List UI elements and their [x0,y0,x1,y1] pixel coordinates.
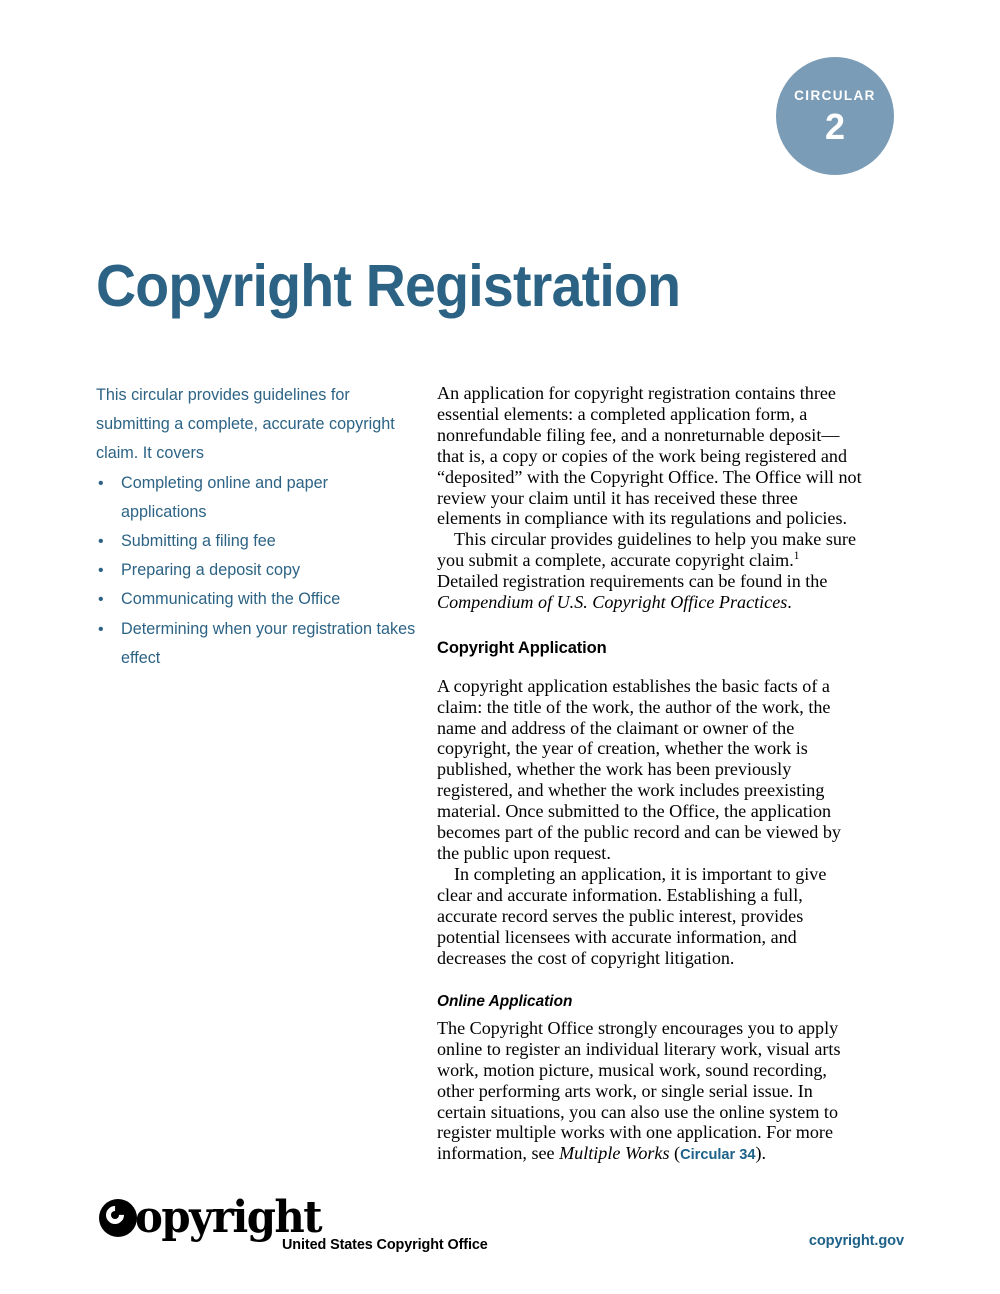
paren-close: ). [755,1143,767,1164]
compendium-title: Compendium of U.S. Copyright Office Practices [437,592,788,613]
paragraph-basic-facts: A copyright application establishes the basic facts of a claim: the title of the work, the author of the work, the name and address of the claimant or owner of the copyright, the year of creation, whether the work is published, whether the work has been previously registered, and whether the work includes preexisting material. Once submitted to the Office, the application becomes part of the public record and can be viewed by the public upon request. [437,675,841,864]
circular-badge-number: 2 [824,105,846,147]
list-item-label: Preparing a deposit copy [121,561,301,580]
list-item-label: Submitting a filing fee [121,532,276,551]
page-title: Copyright Registration [96,253,681,319]
summary-column [96,381,416,673]
list-item [96,615,416,673]
copyright-office-logo [99,1192,529,1258]
bullet-icon: • [98,533,104,551]
website-link[interactable]: copyright.gov [808,1233,904,1249]
paragraph-guidelines-text-continued: Detailed registration requirements can be found in the [437,571,828,592]
subsection-heading-online-application: Online Application [437,993,573,1011]
bullet-icon: • [98,591,104,609]
list-item-label: Communicating with the Office [121,590,341,609]
logo-wordmark: opyright [135,1192,322,1243]
list-item-label: Determining when your registration takes effect [121,619,416,667]
body-column [437,383,862,1166]
section-heading-copyright-application: Copyright Application [437,638,607,657]
paren-open: ( [669,1143,681,1164]
list-item-label: Completing online and paper applications [121,473,328,521]
list-item [96,585,416,614]
list-item [96,556,416,585]
paragraph-guidelines-text: This circular provides guidelines to help you make sure you submit a complete, accurate copyright claim. [437,529,856,571]
bullet-icon: • [98,620,104,638]
paragraph-intro-elements: An application for copyright registration contains three essential elements: a completed application form, a nonrefundable filing fee, and a nonreturnable deposit—that is, a copy or copies of the work being registered and “deposited” with the Copyright Office. The Office will not review your claim until it has received these three elements in compliance with its regulations and policies. [437,383,862,529]
multiple-works-title: Multiple Works [559,1143,670,1164]
summary-bullet-list [96,469,416,673]
paragraph-online-text: The Copyright Office strongly encourages you to apply online to register an individual literary work, visual arts work, motion picture, musical work, sound recording, other performing arts work, or single serial issue. In certain situations, you can also use the online system to register multiple works with one application. For more information, see [437,1017,841,1164]
circular-badge [776,57,894,175]
paragraph-accurate-information: In completing an application, it is important to give clear and accurate information. Establishing a full, accurate record serves the public interest, provides potential licensees with accurate information, and decreases the cost of copyright litigation. [437,863,827,968]
logo-subtitle: United States Copyright Office [282,1237,488,1253]
paragraph-guidelines [437,529,862,613]
circled-c-icon [99,1199,137,1237]
circular-badge-label: CIRCULAR [794,88,876,103]
footnote-marker: 1 [793,550,800,563]
bullet-icon: • [98,474,104,492]
list-item [96,469,416,527]
circular-34-link[interactable]: Circular 34 [680,1147,756,1164]
list-item [96,527,416,556]
paragraph-online-application [437,1018,862,1166]
bullet-icon: • [98,562,104,580]
paragraph-guidelines-period: . [787,592,792,613]
summary-intro: This circular provides guidelines for submitting a complete, accurate copyright claim. It covers [96,386,395,463]
